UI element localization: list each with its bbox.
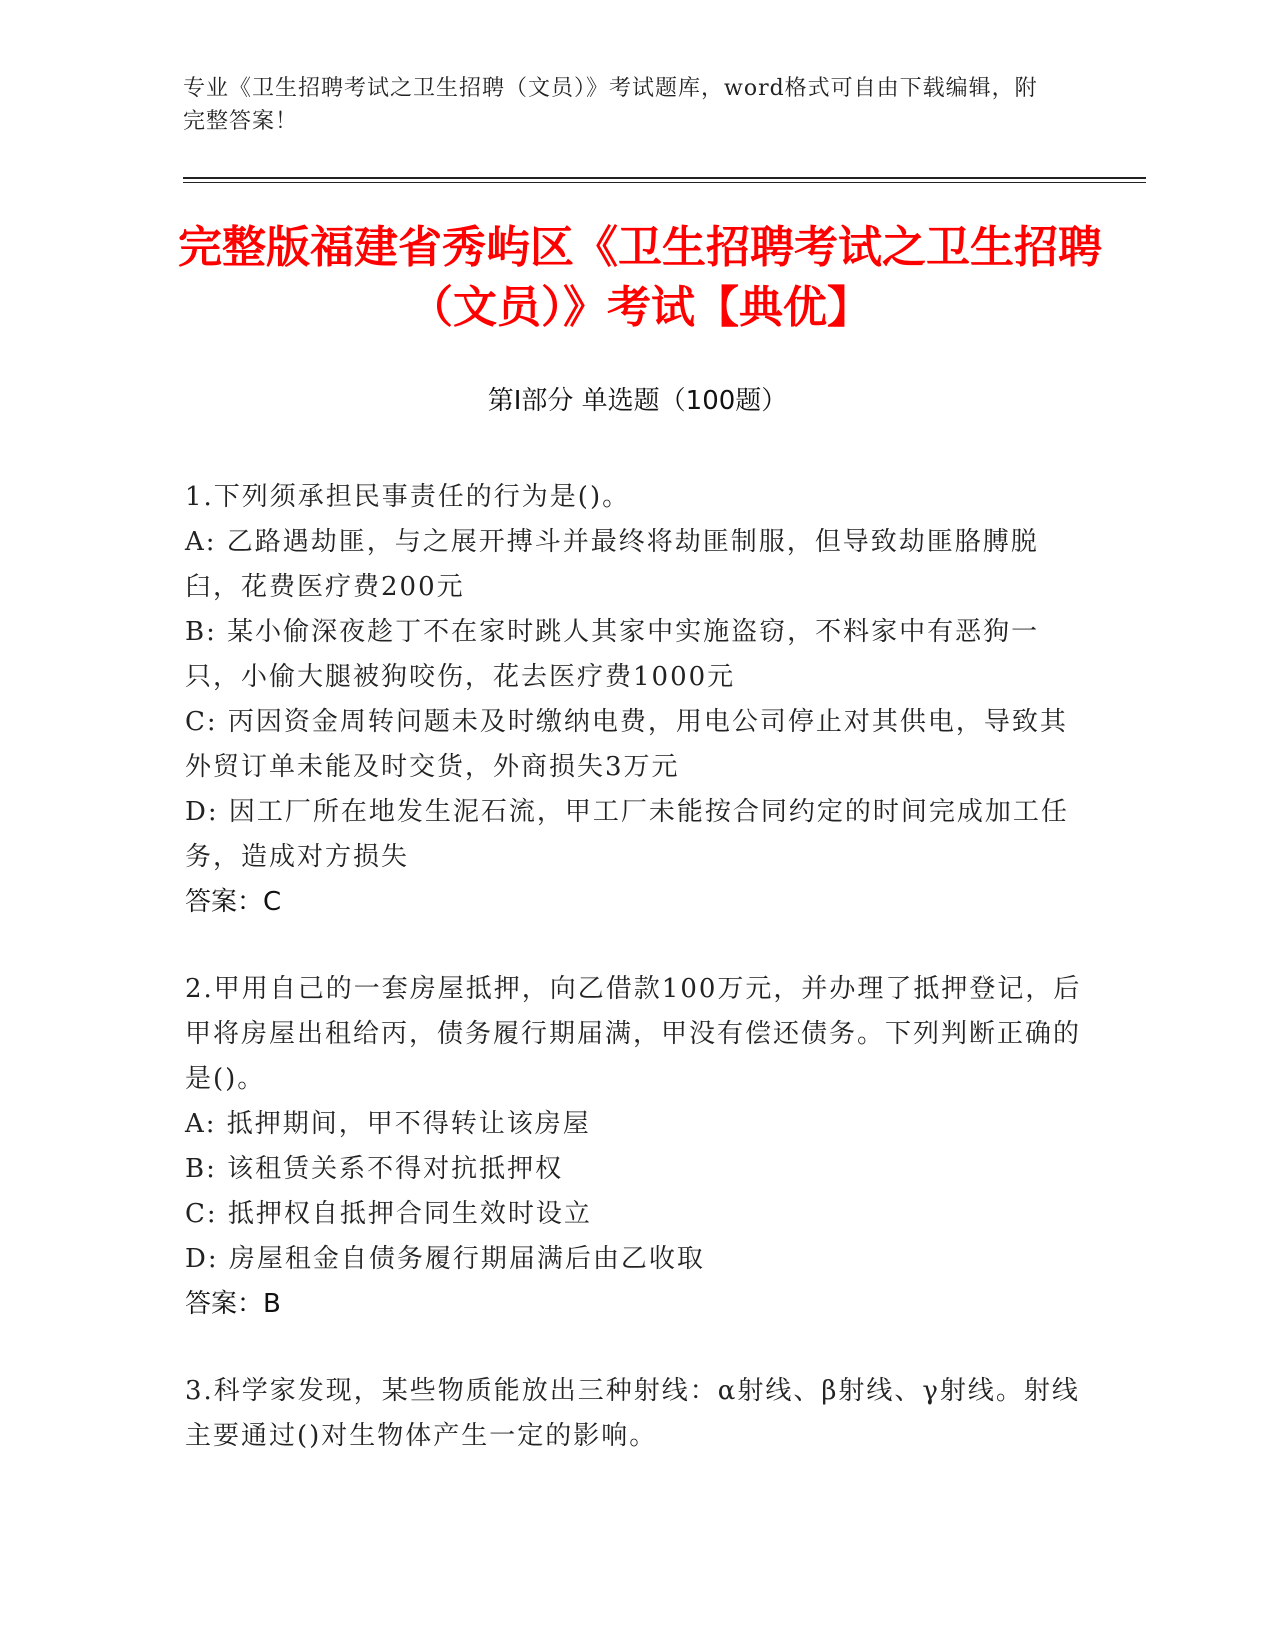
question-1 — [185, 475, 1085, 925]
document-title: 完整版福建省秀屿区《卫生招聘考试之卫生招聘（文员）》考试【典优】 — [178, 222, 1102, 333]
question-3 — [185, 1369, 1085, 1459]
option-b: B: 某小偷深夜趁丁不在家时跳人其家中实施盗窃，不料家中有恶狗一只，小偷大腿被狗咬伤，花去医疗费1000元 — [185, 617, 1040, 692]
option-a: A: 抵押期间，甲不得转让该房屋 — [185, 1109, 591, 1139]
question-stem: 1.下列须承担民事责任的行为是()。 — [185, 482, 631, 512]
question-stem: 3.科学家发现，某些物质能放出三种射线：α射线、β射线、γ射线。射线主要通过()对生物体产生一定的影响。 — [185, 1376, 1080, 1451]
option-b: B: 该租赁关系不得对抗抵押权 — [185, 1154, 564, 1184]
question-stem: 2.甲用自己的一套房屋抵押，向乙借款100万元，并办理了抵押登记，后甲将房屋出租给丙，债务履行期届满，甲没有偿还债务。下列判断正确的是()。 — [185, 974, 1082, 1094]
answer-label: 答案：B — [185, 1289, 281, 1319]
option-a: A: 乙路遇劫匪，与之展开搏斗并最终将劫匪制服，但导致劫匪胳膊脱臼，花费医疗费200元 — [185, 527, 1039, 602]
section-heading: 第Ⅰ部分 单选题（100题） — [487, 386, 788, 416]
option-c: C: 抵押权自抵押合同生效时设立 — [185, 1199, 592, 1229]
header-divider-thick — [183, 177, 1146, 179]
question-2 — [185, 967, 1085, 1327]
option-c: C: 丙因资金周转问题未及时缴纳电费，用电公司停止对其供电，导致其外贸订单未能及时交货，外商损失3万元 — [185, 707, 1068, 782]
question-list — [185, 475, 1085, 1501]
option-d: D: 因工厂所在地发生泥石流，甲工厂未能按合同约定的时间完成加工任务，造成对方损失 — [185, 797, 1069, 872]
header-note: 专业《卫生招聘考试之卫生招聘（文员）》考试题库，word格式可自由下载编辑，附完整答案！ — [183, 76, 1038, 134]
option-d: D: 房屋租金自债务履行期届满后由乙收取 — [185, 1244, 705, 1274]
answer-label: 答案：C — [185, 887, 282, 917]
header-divider-thin — [183, 182, 1146, 183]
